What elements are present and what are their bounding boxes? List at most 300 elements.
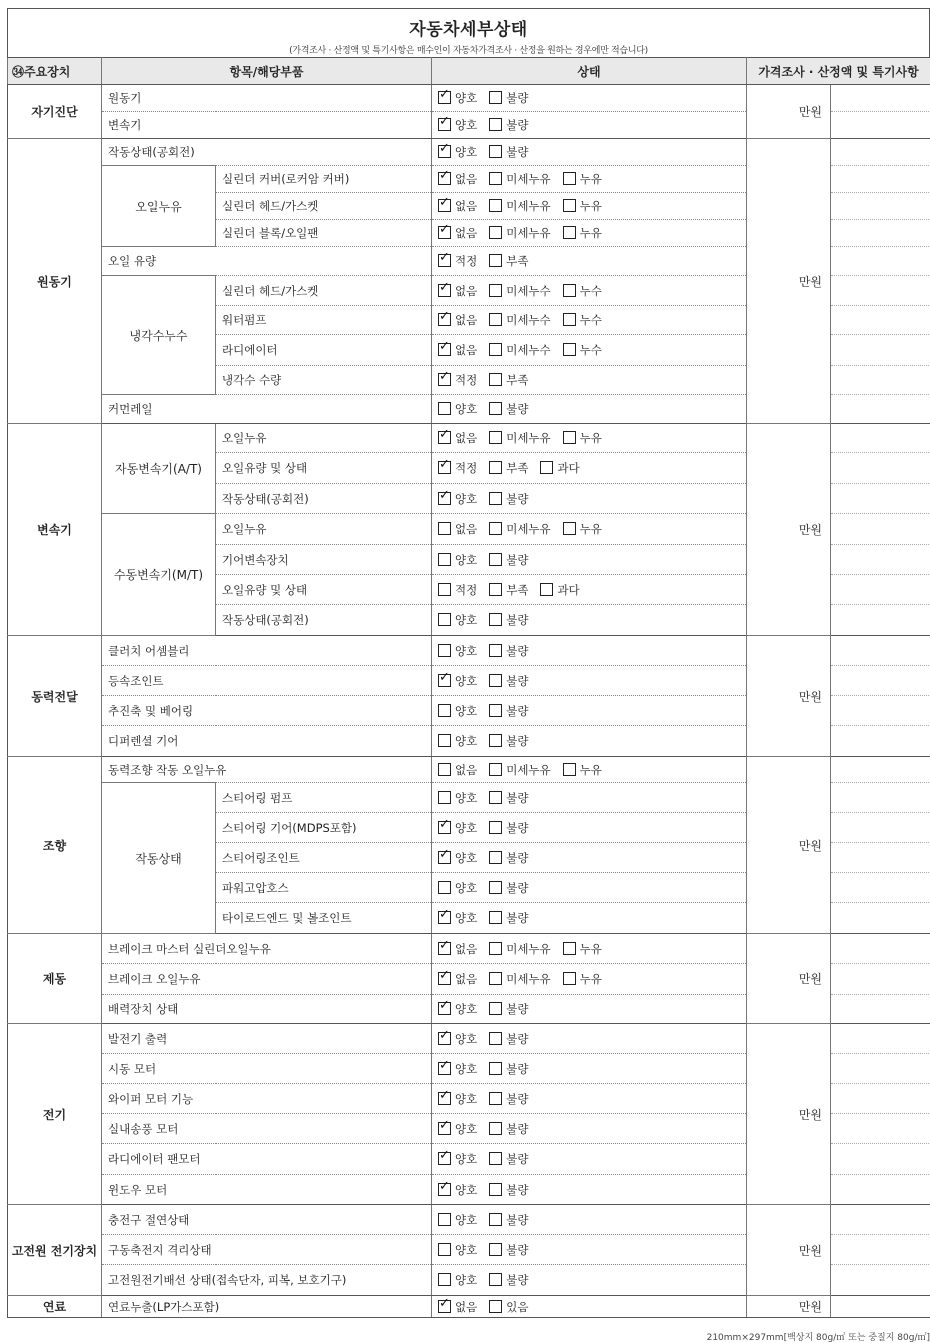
option-label: 양호: [455, 791, 477, 805]
checkbox-icon[interactable]: [540, 461, 553, 474]
status-option[interactable]: [489, 552, 528, 568]
status-option[interactable]: [489, 850, 528, 866]
checkbox-icon[interactable]: [489, 1062, 502, 1075]
checkbox-icon[interactable]: [563, 313, 576, 326]
checkbox-icon[interactable]: [563, 343, 576, 356]
checkbox-icon[interactable]: [489, 583, 502, 596]
checkbox-icon[interactable]: [489, 313, 502, 326]
status-option[interactable]: [438, 552, 477, 568]
checkbox-icon[interactable]: [489, 791, 502, 804]
checked-checkbox-icon[interactable]: [438, 1183, 451, 1196]
checkbox-icon[interactable]: [438, 522, 451, 535]
checkbox-icon[interactable]: [489, 402, 502, 415]
checkbox-icon[interactable]: [489, 492, 502, 505]
checked-checkbox-icon[interactable]: [438, 461, 451, 474]
remarks-cell[interactable]: [831, 1144, 930, 1175]
header-item: 항목/해당부품: [102, 58, 432, 85]
checkbox-icon[interactable]: [438, 583, 451, 596]
checked-checkbox-icon[interactable]: [438, 911, 451, 924]
checkbox-icon[interactable]: [438, 791, 451, 804]
status-option[interactable]: [489, 460, 528, 476]
checkbox-icon[interactable]: [489, 1273, 502, 1286]
checkbox-icon[interactable]: [540, 583, 553, 596]
checkbox-icon[interactable]: [489, 881, 502, 894]
status-options: [432, 514, 747, 545]
status-option[interactable]: [438, 117, 477, 133]
status-option[interactable]: [540, 582, 579, 598]
checkbox-icon[interactable]: [489, 118, 502, 131]
status-option[interactable]: [489, 733, 528, 749]
checkbox-icon[interactable]: [563, 172, 576, 185]
status-option[interactable]: [438, 910, 477, 926]
status-option[interactable]: [438, 582, 477, 598]
option-label: 불량: [506, 1002, 528, 1016]
item-label: 고전원전기배선 상태(접속단자, 피복, 보호기구): [102, 1265, 432, 1296]
status-option[interactable]: [438, 1299, 477, 1315]
status-option[interactable]: [438, 1272, 477, 1288]
status-option[interactable]: [489, 1272, 528, 1288]
checked-checkbox-icon[interactable]: [438, 1002, 451, 1015]
checkbox-icon[interactable]: [438, 704, 451, 717]
status-option[interactable]: [438, 198, 477, 214]
remarks-cell[interactable]: [831, 166, 930, 193]
option-label: 미세누유: [506, 763, 550, 777]
checkbox-icon[interactable]: [563, 522, 576, 535]
checkbox-icon[interactable]: [489, 172, 502, 185]
checkbox-icon[interactable]: [489, 91, 502, 104]
status-option[interactable]: [438, 225, 477, 241]
status-option[interactable]: [438, 971, 477, 987]
status-option[interactable]: [438, 703, 477, 719]
checkbox-icon[interactable]: [489, 254, 502, 267]
checkbox-icon[interactable]: [489, 644, 502, 657]
remarks-cell[interactable]: [831, 112, 930, 139]
checkbox-icon[interactable]: [489, 1152, 502, 1165]
checkbox-icon[interactable]: [489, 553, 502, 566]
checkbox-icon[interactable]: [438, 402, 451, 415]
checkbox-icon[interactable]: [563, 942, 576, 955]
status-options: [432, 247, 747, 276]
remarks-cell[interactable]: [831, 873, 930, 903]
remarks-cell[interactable]: [831, 424, 930, 453]
status-option[interactable]: [489, 1242, 528, 1258]
remarks-cell[interactable]: [831, 139, 930, 166]
status-option[interactable]: [489, 312, 550, 328]
remarks-cell[interactable]: [831, 666, 930, 696]
status-options: [432, 1114, 747, 1144]
checkbox-icon[interactable]: [438, 613, 451, 626]
checkbox-icon[interactable]: [489, 1183, 502, 1196]
remarks-cell[interactable]: [831, 696, 930, 726]
checked-checkbox-icon[interactable]: [438, 91, 451, 104]
status-option[interactable]: [438, 144, 477, 160]
status-option[interactable]: [563, 198, 602, 214]
checked-checkbox-icon[interactable]: [438, 145, 451, 158]
option-label: 불량: [506, 734, 528, 748]
status-option[interactable]: [489, 117, 528, 133]
option-label: 양호: [455, 492, 477, 506]
item-label: 변속기: [102, 112, 432, 139]
status-option[interactable]: [489, 1001, 528, 1017]
option-label: 부족: [506, 583, 528, 597]
status-option[interactable]: [489, 1151, 528, 1167]
checked-checkbox-icon[interactable]: [438, 1092, 451, 1105]
status-option[interactable]: [563, 171, 602, 187]
remarks-cell[interactable]: [831, 903, 930, 934]
checked-checkbox-icon[interactable]: [438, 431, 451, 444]
status-option[interactable]: [489, 820, 528, 836]
remarks-cell[interactable]: [831, 726, 930, 757]
option-label: 불량: [506, 1032, 528, 1046]
checkbox-icon[interactable]: [489, 1243, 502, 1256]
checkbox-icon[interactable]: [489, 373, 502, 386]
remarks-cell[interactable]: [831, 306, 930, 335]
status-option[interactable]: [489, 283, 550, 299]
checkbox-icon[interactable]: [489, 1300, 502, 1313]
item-label: 동력조향 작동 오일누유: [102, 757, 432, 783]
checkbox-icon[interactable]: [563, 972, 576, 985]
checked-checkbox-icon[interactable]: [438, 1122, 451, 1135]
checkbox-icon[interactable]: [438, 1213, 451, 1226]
item-label: 시동 모터: [102, 1054, 432, 1084]
status-option[interactable]: [489, 971, 550, 987]
remarks-cell[interactable]: [831, 783, 930, 813]
status-option[interactable]: [438, 1212, 477, 1228]
remarks-cell[interactable]: [831, 1024, 930, 1054]
status-option[interactable]: [438, 1151, 477, 1167]
remarks-cell[interactable]: [831, 636, 930, 666]
status-option[interactable]: [438, 283, 477, 299]
category-label: 자기진단: [8, 85, 102, 139]
status-option[interactable]: [489, 171, 550, 187]
status-option[interactable]: [438, 1182, 477, 1198]
checked-checkbox-icon[interactable]: [438, 942, 451, 955]
status-option[interactable]: [438, 521, 477, 537]
status-option[interactable]: [489, 225, 550, 241]
checkbox-icon[interactable]: [489, 226, 502, 239]
remarks-cell[interactable]: [831, 366, 930, 395]
checked-checkbox-icon[interactable]: [438, 1300, 451, 1313]
status-options: [432, 220, 747, 247]
checkbox-icon[interactable]: [489, 674, 502, 687]
status-option[interactable]: [489, 643, 528, 659]
remarks-cell[interactable]: [831, 1114, 930, 1144]
status-option[interactable]: [489, 1061, 528, 1077]
status-option[interactable]: [438, 643, 477, 659]
option-label: 부족: [506, 461, 528, 475]
item-label: 원동기: [102, 85, 432, 112]
status-options: [432, 1054, 747, 1084]
status-option[interactable]: [438, 171, 477, 187]
checkbox-icon[interactable]: [438, 1273, 451, 1286]
checkbox-icon[interactable]: [489, 851, 502, 864]
option-label: 양호: [455, 1213, 477, 1227]
remarks-cell[interactable]: [831, 335, 930, 366]
item-label: 발전기 출력: [102, 1024, 432, 1054]
checked-checkbox-icon[interactable]: [438, 118, 451, 131]
option-label: 미세누수: [506, 343, 550, 357]
item-label: 디퍼렌셜 기어: [102, 726, 432, 757]
status-option[interactable]: [489, 582, 528, 598]
remarks-cell[interactable]: [831, 514, 930, 545]
checkbox-icon[interactable]: [489, 431, 502, 444]
status-option[interactable]: [489, 612, 528, 628]
item-label: 와이퍼 모터 기능: [102, 1084, 432, 1114]
status-option[interactable]: [563, 430, 602, 446]
checkbox-icon[interactable]: [489, 522, 502, 535]
status-option[interactable]: [563, 312, 602, 328]
page-subtitle: (가격조사 · 산정액 및 특기사항은 매수인이 자동차가격조사 · 산정을 원하는 경우에만 적습니다): [8, 43, 929, 56]
option-label: 적정: [455, 373, 477, 387]
remarks-cell[interactable]: [831, 484, 930, 514]
option-label: 없음: [455, 284, 477, 298]
status-options: [432, 1265, 747, 1296]
item-label: 커먼레일: [102, 395, 432, 424]
status-option[interactable]: [438, 460, 477, 476]
remarks-cell[interactable]: [831, 1205, 930, 1235]
checkbox-icon[interactable]: [489, 199, 502, 212]
status-option[interactable]: [489, 521, 550, 537]
status-option[interactable]: [438, 1121, 477, 1137]
table-row: [8, 934, 930, 964]
option-label: 미세누유: [506, 172, 550, 186]
checked-checkbox-icon[interactable]: [438, 226, 451, 239]
remarks-cell[interactable]: [831, 575, 930, 605]
status-option[interactable]: [563, 521, 602, 537]
status-option[interactable]: [489, 372, 528, 388]
option-label: 양호: [455, 402, 477, 416]
status-option[interactable]: [438, 90, 477, 106]
status-option[interactable]: [438, 430, 477, 446]
status-option[interactable]: [438, 820, 477, 836]
status-option[interactable]: [438, 1001, 477, 1017]
status-option[interactable]: [438, 790, 477, 806]
checkbox-icon[interactable]: [489, 704, 502, 717]
checkbox-icon[interactable]: [438, 881, 451, 894]
option-label: 미세누유: [506, 942, 550, 956]
checked-checkbox-icon[interactable]: [438, 254, 451, 267]
status-option[interactable]: [489, 253, 528, 269]
status-option[interactable]: [563, 941, 602, 957]
checkbox-icon[interactable]: [489, 1213, 502, 1226]
checkbox-icon[interactable]: [489, 972, 502, 985]
remarks-cell[interactable]: [831, 1235, 930, 1265]
status-option[interactable]: [489, 1031, 528, 1047]
option-label: 미세누유: [506, 522, 550, 536]
remarks-cell[interactable]: [831, 1265, 930, 1296]
price-unit: 만원: [747, 1205, 831, 1296]
status-option[interactable]: [438, 762, 477, 778]
checkbox-icon[interactable]: [489, 1032, 502, 1045]
option-label: 양호: [455, 145, 477, 159]
remarks-cell[interactable]: [831, 193, 930, 220]
status-option[interactable]: [438, 342, 477, 358]
checkbox-icon[interactable]: [438, 553, 451, 566]
item-label: 기어변속장치: [216, 545, 432, 575]
status-option[interactable]: [438, 1031, 477, 1047]
option-label: 양호: [455, 1122, 477, 1136]
status-option[interactable]: [438, 1091, 477, 1107]
checkbox-icon[interactable]: [489, 461, 502, 474]
status-option[interactable]: [489, 342, 550, 358]
option-label: 불량: [506, 402, 528, 416]
checked-checkbox-icon[interactable]: [438, 851, 451, 864]
option-label: 양호: [455, 821, 477, 835]
remarks-cell[interactable]: [831, 813, 930, 843]
option-label: 미세누유: [506, 226, 550, 240]
status-option[interactable]: [438, 941, 477, 957]
status-option[interactable]: [438, 850, 477, 866]
status-options: [432, 139, 747, 166]
status-option[interactable]: [563, 971, 602, 987]
checkbox-icon[interactable]: [489, 613, 502, 626]
checkbox-icon[interactable]: [489, 763, 502, 776]
checked-checkbox-icon[interactable]: [438, 821, 451, 834]
checkbox-icon[interactable]: [563, 431, 576, 444]
checkbox-icon[interactable]: [489, 911, 502, 924]
checked-checkbox-icon[interactable]: [438, 172, 451, 185]
remarks-cell[interactable]: [831, 247, 930, 276]
checked-checkbox-icon[interactable]: [438, 284, 451, 297]
checkbox-icon[interactable]: [438, 644, 451, 657]
status-option[interactable]: [438, 253, 477, 269]
status-option[interactable]: [489, 491, 528, 507]
status-option[interactable]: [563, 762, 602, 778]
status-option[interactable]: [489, 1299, 528, 1315]
item-label: 클러치 어셈블리: [102, 636, 432, 666]
status-option[interactable]: [438, 1061, 477, 1077]
status-option[interactable]: [489, 1182, 528, 1198]
status-option[interactable]: [489, 762, 550, 778]
remarks-cell[interactable]: [831, 1054, 930, 1084]
remarks-cell[interactable]: [831, 934, 930, 964]
status-option[interactable]: [438, 673, 477, 689]
checkbox-icon[interactable]: [563, 763, 576, 776]
item-label: 작동상태(공회전): [216, 605, 432, 636]
checked-checkbox-icon[interactable]: [438, 1152, 451, 1165]
status-options: [432, 424, 747, 453]
checked-checkbox-icon[interactable]: [438, 199, 451, 212]
remarks-cell[interactable]: [831, 220, 930, 247]
checked-checkbox-icon[interactable]: [438, 1062, 451, 1075]
status-option[interactable]: [489, 90, 528, 106]
status-option[interactable]: [489, 941, 550, 957]
checkbox-icon[interactable]: [489, 1122, 502, 1135]
checked-checkbox-icon[interactable]: [438, 373, 451, 386]
status-option[interactable]: [489, 673, 528, 689]
status-option[interactable]: [438, 612, 477, 628]
status-option[interactable]: [438, 372, 477, 388]
remarks-cell[interactable]: [831, 276, 930, 306]
remarks-cell[interactable]: [831, 605, 930, 636]
checked-checkbox-icon[interactable]: [438, 492, 451, 505]
status-option[interactable]: [438, 312, 477, 328]
status-option[interactable]: [489, 910, 528, 926]
status-option[interactable]: [563, 342, 602, 358]
status-option[interactable]: [540, 460, 579, 476]
checkbox-icon[interactable]: [489, 1002, 502, 1015]
status-option[interactable]: [489, 790, 528, 806]
option-label: 양호: [455, 734, 477, 748]
checkbox-icon[interactable]: [489, 284, 502, 297]
checkbox-icon[interactable]: [489, 145, 502, 158]
remarks-cell[interactable]: [831, 453, 930, 484]
option-label: 양호: [455, 881, 477, 895]
checkbox-icon[interactable]: [563, 226, 576, 239]
status-option[interactable]: [489, 880, 528, 896]
remarks-cell[interactable]: [831, 843, 930, 873]
status-option[interactable]: [438, 1242, 477, 1258]
status-option[interactable]: [438, 491, 477, 507]
remarks-cell[interactable]: [831, 1296, 930, 1318]
checkbox-icon[interactable]: [489, 1092, 502, 1105]
status-option[interactable]: [438, 733, 477, 749]
price-unit: 만원: [747, 139, 831, 424]
status-option[interactable]: [563, 283, 602, 299]
status-options: [432, 1205, 747, 1235]
checked-checkbox-icon[interactable]: [438, 674, 451, 687]
status-option[interactable]: [489, 198, 550, 214]
status-option[interactable]: [563, 225, 602, 241]
remarks-cell[interactable]: [831, 395, 930, 424]
status-options: [432, 873, 747, 903]
item-label: 브레이크 오일누유: [102, 964, 432, 995]
option-label: 없음: [455, 522, 477, 536]
remarks-cell[interactable]: [831, 1175, 930, 1205]
status-options: [432, 1235, 747, 1265]
remarks-cell[interactable]: [831, 85, 930, 112]
status-option[interactable]: [489, 703, 528, 719]
subcategory-label: 자동변속기(A/T): [102, 424, 216, 514]
status-options: [432, 306, 747, 335]
status-option[interactable]: [489, 144, 528, 160]
checkbox-icon[interactable]: [438, 734, 451, 747]
status-option[interactable]: [438, 401, 477, 417]
status-option[interactable]: [438, 880, 477, 896]
checkbox-icon[interactable]: [489, 343, 502, 356]
status-option[interactable]: [489, 1121, 528, 1137]
checked-checkbox-icon[interactable]: [438, 343, 451, 356]
remarks-cell[interactable]: [831, 1084, 930, 1114]
status-option[interactable]: [489, 1212, 528, 1228]
checkbox-icon[interactable]: [489, 734, 502, 747]
status-option[interactable]: [489, 401, 528, 417]
status-options: [432, 605, 747, 636]
item-label: 작동상태(공회전): [216, 484, 432, 514]
status-option[interactable]: [489, 1091, 528, 1107]
table-row: [8, 1024, 930, 1054]
remarks-cell[interactable]: [831, 964, 930, 995]
checkbox-icon[interactable]: [489, 942, 502, 955]
checkbox-icon[interactable]: [438, 1243, 451, 1256]
checkbox-icon[interactable]: [563, 199, 576, 212]
remarks-cell[interactable]: [831, 995, 930, 1024]
option-label: 누유: [580, 226, 602, 240]
remarks-cell[interactable]: [831, 545, 930, 575]
option-label: 양호: [455, 613, 477, 627]
status-option[interactable]: [489, 430, 550, 446]
table-row: [8, 757, 930, 783]
checkbox-icon[interactable]: [438, 763, 451, 776]
option-label: 누유: [580, 972, 602, 986]
checked-checkbox-icon[interactable]: [438, 1032, 451, 1045]
checked-checkbox-icon[interactable]: [438, 313, 451, 326]
checked-checkbox-icon[interactable]: [438, 972, 451, 985]
remarks-cell[interactable]: [831, 757, 930, 783]
checkbox-icon[interactable]: [563, 284, 576, 297]
checkbox-icon[interactable]: [489, 821, 502, 834]
price-unit: 만원: [747, 85, 831, 139]
